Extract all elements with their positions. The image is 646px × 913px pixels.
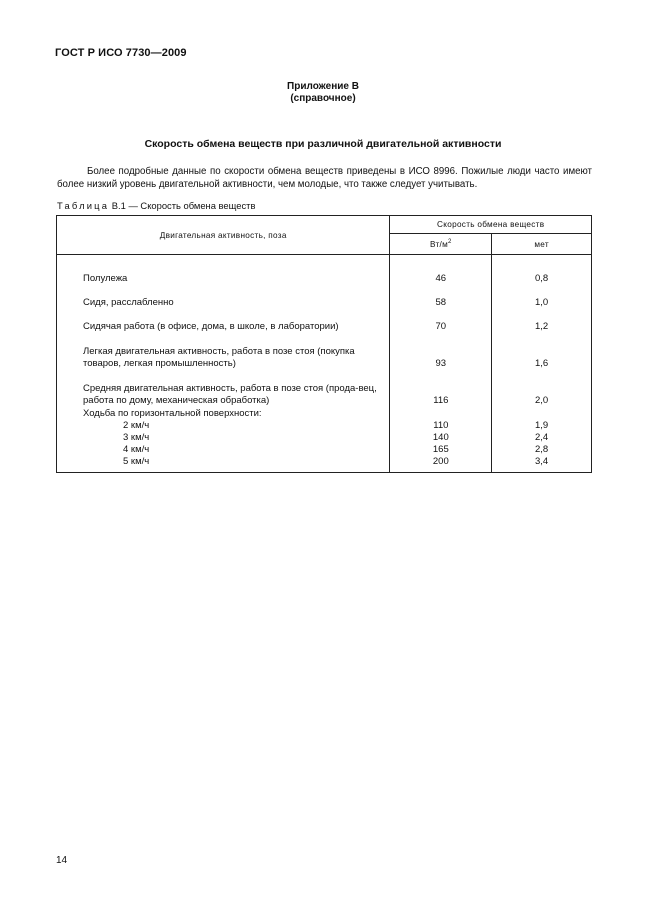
table-caption-prefix: Таблица [57,200,110,211]
walking-speed: 4 км/ч [123,444,150,455]
col-header-unit-met: мет [492,234,592,255]
table-row-met: 1,2 [492,309,592,333]
table-row-w: 116 [390,370,492,407]
document-header: ГОСТ Р ИСО 7730—2009 [55,47,187,59]
metabolic-rate-table [56,215,592,473]
walking-met: 3,4 [534,456,549,467]
appendix-note: (справочное) [290,93,356,104]
table-row-met: 1,6 [492,333,592,370]
table-row-w: 93 [390,333,492,370]
walking-w: 140 [432,432,449,443]
col-header-metabolic-rate: Скорость обмена веществ [390,216,592,234]
walking-met: 2,4 [534,432,549,443]
walking-w-values [390,407,492,473]
table-caption-rest: В.1 — Скорость обмена веществ [109,200,256,211]
table-row-walking [57,407,390,473]
walking-speed: 2 км/ч [123,420,150,431]
table-caption [57,200,255,211]
walking-met: 1,9 [534,420,549,431]
table-row-activity: Легкая двигательная активность, работа в позе стоя (покупка товаров, легкая промышленность) [57,333,390,370]
walking-speed: 5 км/ч [123,456,150,467]
walking-met-values [492,407,592,473]
walking-w: 110 [433,420,449,431]
table-row-w: 70 [390,309,492,333]
table-row-activity: Сидя, расслабленно [57,285,390,309]
table-row-activity: Полулежа [57,255,390,285]
walking-speed: 3 км/ч [123,432,150,443]
table-row-activity: Средняя двигательная активность, работа в позе стоя (прода-вец, работа по дому, механическая обработка) [57,370,390,407]
walking-w: 200 [432,456,449,467]
table-row-met: 0,8 [492,255,592,285]
table-row-w: 46 [390,255,492,285]
unit-w-sup: 2 [448,239,452,245]
walking-w: 165 [432,444,449,455]
unit-w-text: Вт/м [429,240,449,249]
appendix-title: Приложение В [287,81,359,92]
intro-paragraph: Более подробные данные по скорости обмена веществ приведены в ИСО 8996. Пожилые люди часто имеют более низкий уровень двигательной активности, чем молодые, что также следует учитывать. [57,166,592,190]
page-number: 14 [56,855,68,866]
walking-label: Ходьба по горизонтальной поверхности: [83,408,262,419]
table-row-activity: Сидячая работа (в офисе, дома, в школе, в лаборатории) [57,309,390,333]
table-row-met: 1,0 [492,285,592,309]
walking-met: 2,8 [534,444,549,455]
section-title: Скорость обмена веществ при различной двигательной активности [144,138,502,150]
table-row-w: 58 [390,285,492,309]
col-header-activity: Двигательная активность, поза [57,216,390,255]
table-row-met: 2,0 [492,370,592,407]
col-header-unit-w [390,234,492,255]
